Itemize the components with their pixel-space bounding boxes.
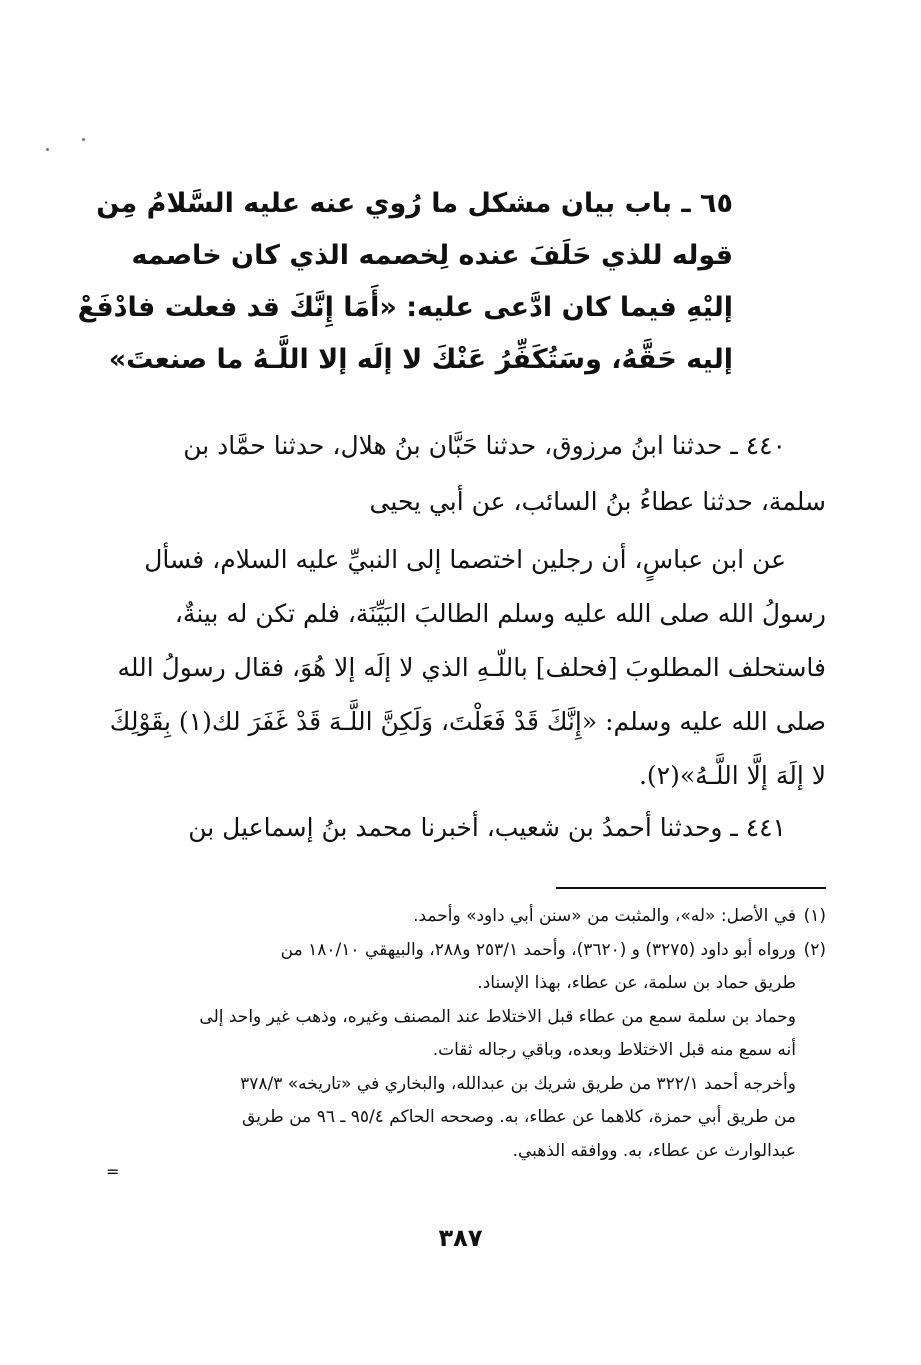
- footnote-line: أنه سمع منه قبل الاختلاط وبعده، وباقي رجاله ثقات.: [432, 1040, 796, 1060]
- hadith-line: عن ابن عباسٍ، أن رجلين اختصما إلى النبيِّ عليه السلام، فسأل: [144, 545, 786, 574]
- page-number: ٣٨٧: [438, 1224, 483, 1252]
- hadith-440-isnad: [92, 418, 826, 530]
- footnote-line: طريق حماد بن سلمة، عن عطاء، بهذا الإسناد.: [477, 973, 796, 993]
- footnote-line: [92, 900, 826, 934]
- speck: [82, 138, 85, 141]
- hadith-line: رسولُ الله صلى الله عليه وسلم الطالبَ البَيِّنَة، فلم تكن له بينةٌ،: [174, 599, 826, 628]
- footnote-marker: (١): [803, 906, 826, 926]
- hadith-line: ٤٤١ ـ وحدثنا أحمدُ بن شعيب، أخبرنا محمد بنُ إسماعيل بن: [188, 813, 786, 842]
- hadith-line: ٤٤٠ ـ حدثنا ابنُ مرزوق، حدثنا حَبَّان بنُ هلال، حدثنا حمَّاد بن: [183, 431, 786, 460]
- footnote-text: في الأصل: «له»، والمثبت من «سنن أبي داود» وأحمد.: [413, 906, 796, 926]
- footnote-line: عبدالوارث عن عطاء، به. ووافقه الذهبي.: [512, 1140, 796, 1161]
- chapter-heading-line: قوله للذي حَلَفَ عنده لِخصمه الذي كان خاصمه: [131, 240, 733, 271]
- hadith-441-isnad: [92, 800, 826, 856]
- chapter-heading: [77, 178, 733, 386]
- footnote-line: وحماد بن سلمة سمع من عطاء قبل الاختلاط عند المصنف وغيره، وذهب غير واحد إلى: [199, 1006, 796, 1027]
- footnote: [92, 934, 826, 1169]
- footnote-line: وأخرجه أحمد ٣٢٢/١ من طريق شريك بن عبدالله، والبخاري في «تاريخه» ٣٧٨/٣: [240, 1073, 796, 1094]
- hadith-line: صلى الله عليه وسلم: «إِنَّكَ قَدْ فَعَلْتَ، وَلَكِنَّ اللَّـهَ قَدْ غَفَرَ لك(١) بِقَوْلِكَ: [109, 707, 826, 736]
- hadith-440-text: [92, 533, 826, 803]
- footnote-text: ورواه أبو داود (٣٢٧٥) و (٣٦٢٠)، وأحمد ٢٥٣/١ و٢٨٨، والبيهقي ١٨٠/١٠ من: [280, 939, 796, 960]
- footnote-marker: (٢): [803, 939, 826, 960]
- footnote-line: [92, 934, 826, 968]
- footnote-line: من طريق أبي حمزة، كلاهما عن عطاء، به. وصححه الحاكم ٩٥/٤ ـ ٩٦ من طريق: [242, 1107, 796, 1127]
- continuation-mark: =: [106, 1162, 120, 1181]
- chapter-heading-line: إليْهِ فيما كان ادَّعى عليه: «أَمَا إِنَّكَ قد فعلت فادْفَعْ: [77, 292, 733, 323]
- footnotes: [92, 900, 826, 1168]
- hadith-line: لا إلَهَ إلَّا اللَّـهُ»(٢).: [638, 761, 826, 790]
- hadith-line: فاستحلف المطلوبَ [فحلف] باللّـهِ الذي لا إلَه إلا هُوَ، فقال رسولُ الله: [117, 653, 826, 682]
- footnote-separator: [556, 887, 826, 889]
- speck: [46, 148, 49, 151]
- chapter-heading-line: ٦٥ ـ باب بيان مشكل ما رُوي عنه عليه السَّلامُ مِن: [96, 188, 733, 219]
- chapter-heading-line: إليه حَقَّهُ، وسَتُكَفِّرُ عَنْكَ لا إلَه إلا اللَّـهُ ما صنعتَ»: [108, 344, 733, 375]
- hadith-line: سلمة، حدثنا عطاءُ بنُ السائب، عن أبي يحيى: [369, 487, 826, 516]
- footnote: [92, 900, 826, 934]
